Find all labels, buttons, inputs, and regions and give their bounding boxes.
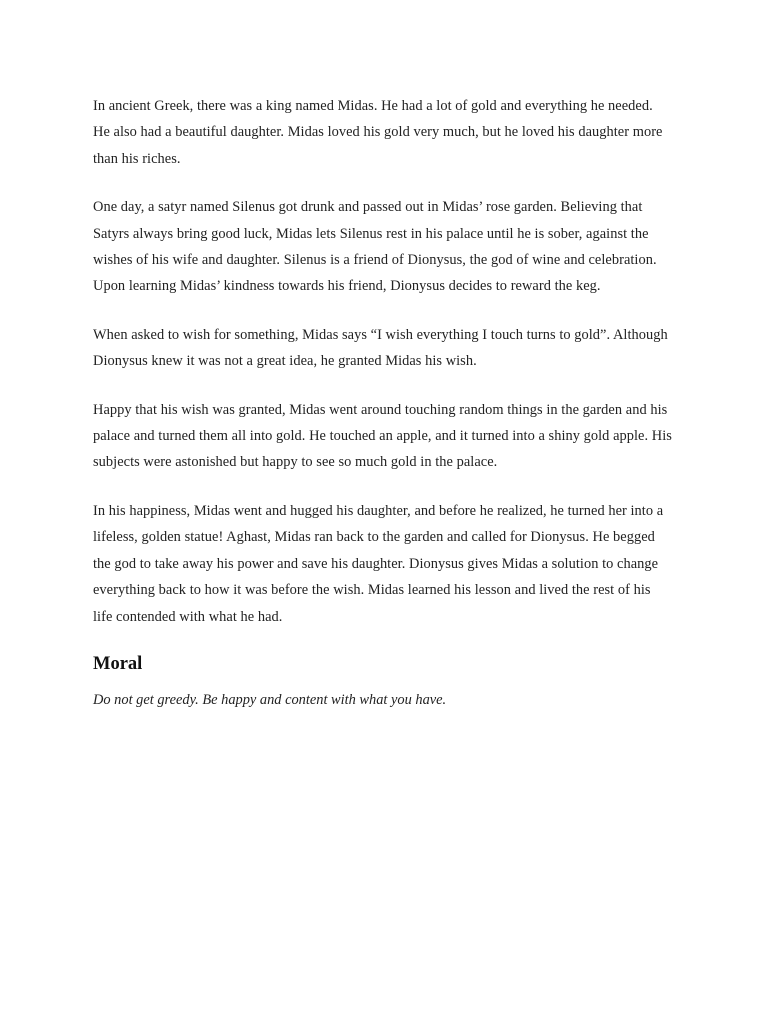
moral-text: Do not get greedy. Be happy and content with what you have. [93, 691, 447, 708]
story-paragraph-2: One day, a satyr named Silenus got drunk and passed out in Midas’ rose garden. Believing that Satyrs always bring good luck, Midas lets Silenus rest in his palace until he is sober, against the wishes of his wife and daughter. Silenus is a friend of Dionysus, the god of wine and celebration. Upon learning Midas’ kindness towards his friend, Dionysus decides to reward the keg. [93, 199, 657, 295]
story-paragraph-5: In his happiness, Midas went and hugged his daughter, and before he realized, he turned her into a lifeless, golden statue! Aghast, Midas ran back to the garden and called for Dionysus. He begged the god to take away his power and save his daughter. Dionysus gives Midas a solution to change everything back to how it was before the wish. Midas learned his lesson and lived the rest of his life contended with what he had. [93, 502, 664, 625]
story-paragraph-1: In ancient Greek, there was a king named Midas. He had a lot of gold and everything he needed. He also had a beautiful daughter. Midas loved his gold very much, but he loved his daughter more than his riches. [93, 98, 663, 167]
story-paragraph-4: Happy that his wish was granted, Midas went around touching random things in the garden and his palace and turned them all into gold. He touched an apple, and it turned into a shiny gold apple. His subjects were astonished but happy to see so much gold in the palace. [93, 401, 672, 471]
story-paragraph-3: When asked to wish for something, Midas says “I wish everything I touch turns to gold”. Although Dionysus knew it was not a great idea, he granted Midas his wish. [93, 326, 668, 370]
document-page [93, 93, 673, 712]
moral-heading: Moral [93, 653, 143, 674]
